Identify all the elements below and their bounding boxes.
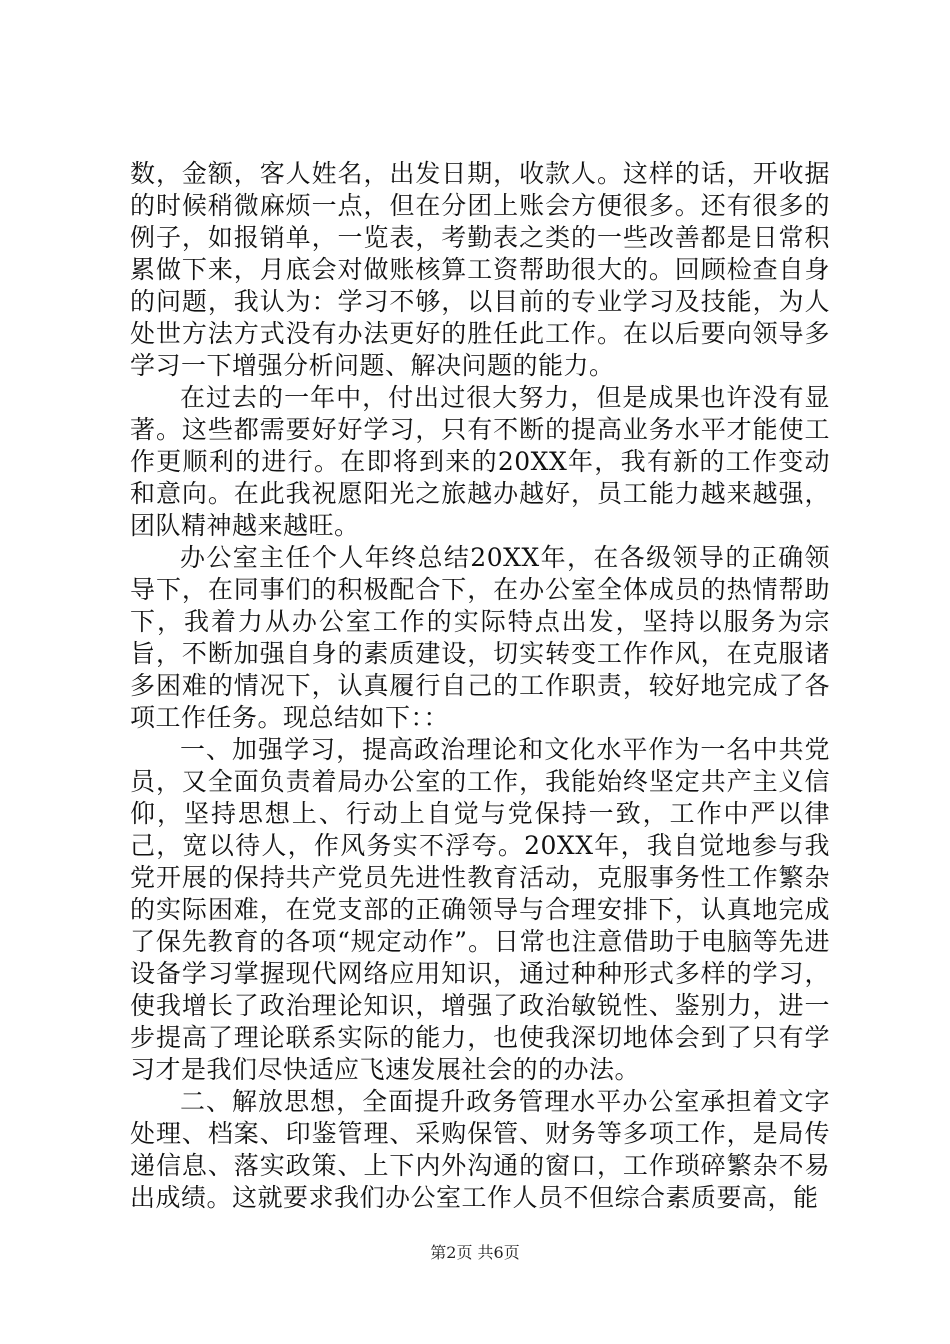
paragraph-past-year: 在过去的一年中，付出过很大努力，但是成果也许没有显著。这些都需要好好学习，只有不断的提高业务水平才能使工作更顺利的进行。在即将到来的20XX年，我有新的工作变动和意向。在此我祝愿阳光之旅越办越好，员工能力越来越强，团队精神越来越旺。 <box>130 383 830 540</box>
paragraph-continuation: 数，金额，客人姓名，出发日期，收款人。这样的话，开收据的时候稍微麻烦一点，但在分团上账会方便很多。还有很多的例子，如报销单，一览表，考勤表之类的一些改善都是日常积累做下来，月底会对做账核算工资帮助很大的。回顾检查自身的问题，我认为：学习不够，以目前的专业学习及技能，为人处世方法方式没有办法更好的胜任此工作。在以后要向领导多学习一下增强分析问题、解决问题的能力。 <box>130 159 830 380</box>
paragraph-summary-intro: 办公室主任个人年终总结20XX年，在各级领导的正确领导下，在同事们的积极配合下，在办公室全体成员的热情帮助下，我着力从办公室工作的实际特点出发，坚持以服务为宗旨，不断加强自身的素质建设，切实转变工作作风，在克服诸多困难的情况下，认真履行自己的工作职责，较好地完成了各项工作任务。现总结如下：： <box>130 543 830 732</box>
page-number-footer: 第2页 共6页 <box>430 1243 520 1262</box>
paragraph-section-one: 一、加强学习，提高政治理论和文化水平作为一名中共党员，又全面负责着局办公室的工作，我能始终坚定共产主义信仰，坚持思想上、行动上自觉与党保持一致，工作中严以律己，宽以待人，作风务实不浮夸。20XX年，我自觉地参与我党开展的保持共产党员先进性教育活动，克服事务性工作繁杂的实际困难，在党支部的正确领导与合理安排下，认真地完成了保先教育的各项“规定动作”。日常也注意借助于电脑等先进设备学习掌握现代网络应用知识，通过种种形式多样的学习，使我增长了政治理论知识，增强了政治敏锐性、鉴别力，进一步提高了理论联系实际的能力，也使我深切地体会到了只有学习才是我们尽快适应飞速发展社会的的办法。 <box>130 735 830 1084</box>
paragraph-section-two: 二、解放思想，全面提升政务管理水平办公室承担着文字处理、档案、印鉴管理、采购保管、财务等多项工作，是局传递信息、落实政策、上下内外沟通的窗口，工作琐碎繁杂不易出成绩。这就要求我们办公室工作人员不但综合素质要高，能 <box>130 1087 830 1212</box>
document-body <box>130 158 830 1214</box>
